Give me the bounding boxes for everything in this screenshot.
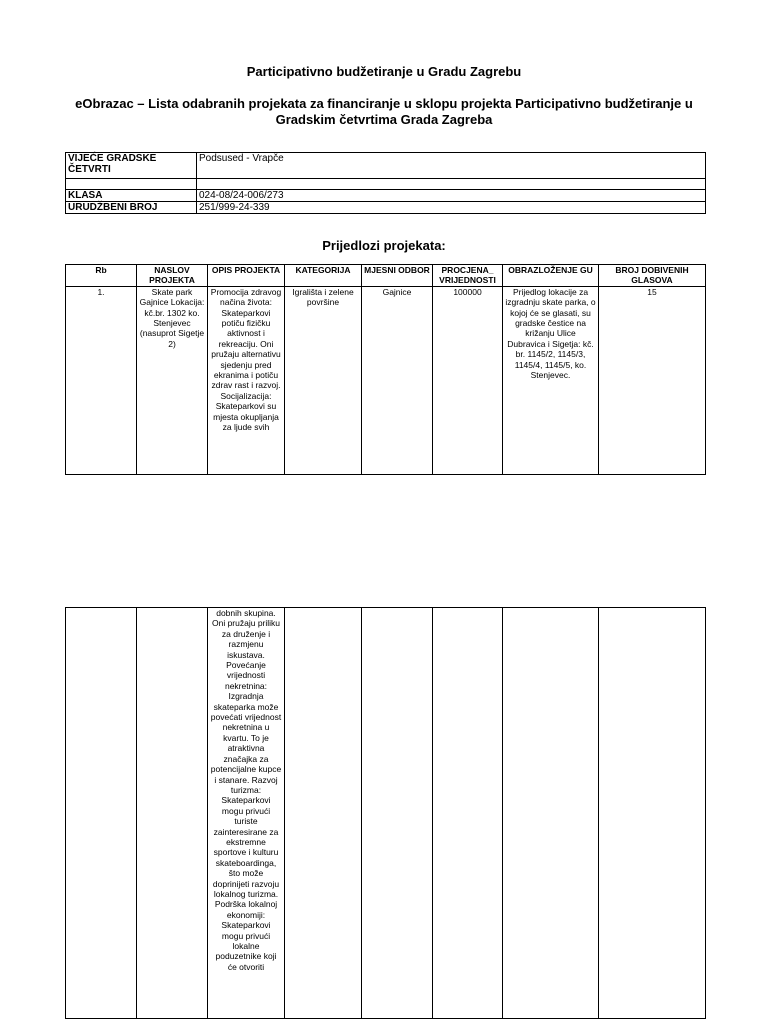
council-label: VIJEĆE GRADSKE ČETVRTI (66, 153, 197, 179)
urudzbeni-label: URUDŽBENI BROJ (66, 202, 197, 214)
projects-table-continued (65, 607, 706, 1019)
info-row-empty (66, 179, 706, 190)
table-row (66, 286, 706, 474)
col-header-rb: Rb (66, 265, 137, 287)
cell-opis: Promocija zdravog načina života: Skateparkovi potiču fizičku aktivnost i rekreaciju. Oni pružaju alternativu sjedenju pred ekranima i potiču zdrav rast i razvoj. Socijalizacija: Skateparkovi su mjesta okupljanja za ljude svih (208, 286, 285, 474)
info-row-council (66, 153, 706, 179)
projects-header-row (66, 265, 706, 287)
col-header-glasovi: BROJ DOBIVENIH GLASOVA (599, 265, 706, 287)
cell-obrazlozenje: Prijedlog lokacije za izgradnju skate parka, o kojoj će se glasati, su gradske čestice na križanju Ulice Dubravica i Sigetja: kč. br. 1145/2, 1145/3, 1145/4, 1145/5, ko. Stenjevec. (503, 286, 599, 474)
col-header-obrazlozenje: OBRAZLOŽENJE GU (503, 265, 599, 287)
cell-opis-continued: dobnih skupina. Oni pružaju priliku za druženje i razmjenu iskustava. Povećanje vrijednosti nekretnina: Izgradnja skateparka može povećati vrijednost nekretnina u kvartu. To je atraktivna značajka za potencijalne kupce i stanare. Razvoj turizma: Skateparkovi mogu privući turiste zainteresirane za ekstremne sportove i kulturu skateboardinga, što može doprinijeti razvoju lokalnog turizma. Podrška lokalnoj ekonomiji: Skateparkovi mogu privući lokalne poduzetnike koji će otvoriti (208, 608, 285, 1019)
cell-glasovi: 15 (599, 286, 706, 474)
projects-heading: Prijedlozi projekata: (322, 238, 446, 253)
cell-mjesni-odbor: Gajnice (362, 286, 433, 474)
col-header-procjena: PROCJENA_ VRIJEDNOSTI (433, 265, 503, 287)
info-row-urudzbeni (66, 202, 706, 214)
info-row-klasa (66, 190, 706, 202)
cell-kategorija: Igrališta i zelene površine (285, 286, 362, 474)
cell-rb: 1. (66, 286, 137, 474)
col-header-mjesni-odbor: MJESNI ODBOR (362, 265, 433, 287)
council-value: Podsused - Vrapče (197, 153, 706, 179)
cell-naslov: Skate park Gajnice Lokacija: kč.br. 1302 ko. Stenjevec (nasuprot Sigetje 2) (137, 286, 208, 474)
projects-table (65, 264, 706, 475)
col-header-kategorija: KATEGORIJA (285, 265, 362, 287)
klasa-value: 024-08/24-006/273 (197, 190, 706, 202)
klasa-label: KLASA (66, 190, 197, 202)
cell-procjena: 100000 (433, 286, 503, 474)
council-info-table (65, 152, 706, 214)
col-header-opis: OPIS PROJEKTA (208, 265, 285, 287)
document-title: Participativno budžetiranje u Gradu Zagrebu (246, 64, 522, 79)
table-row (66, 608, 706, 1019)
col-header-naslov: NASLOV PROJEKTA (137, 265, 208, 287)
urudzbeni-value: 251/999-24-339 (197, 202, 706, 214)
document-subtitle: eObrazac – Lista odabranih projekata za financiranje u sklopu projekta Participativno budžetiranje u Gradskim četvrtima Grada Zagreba (75, 96, 693, 127)
